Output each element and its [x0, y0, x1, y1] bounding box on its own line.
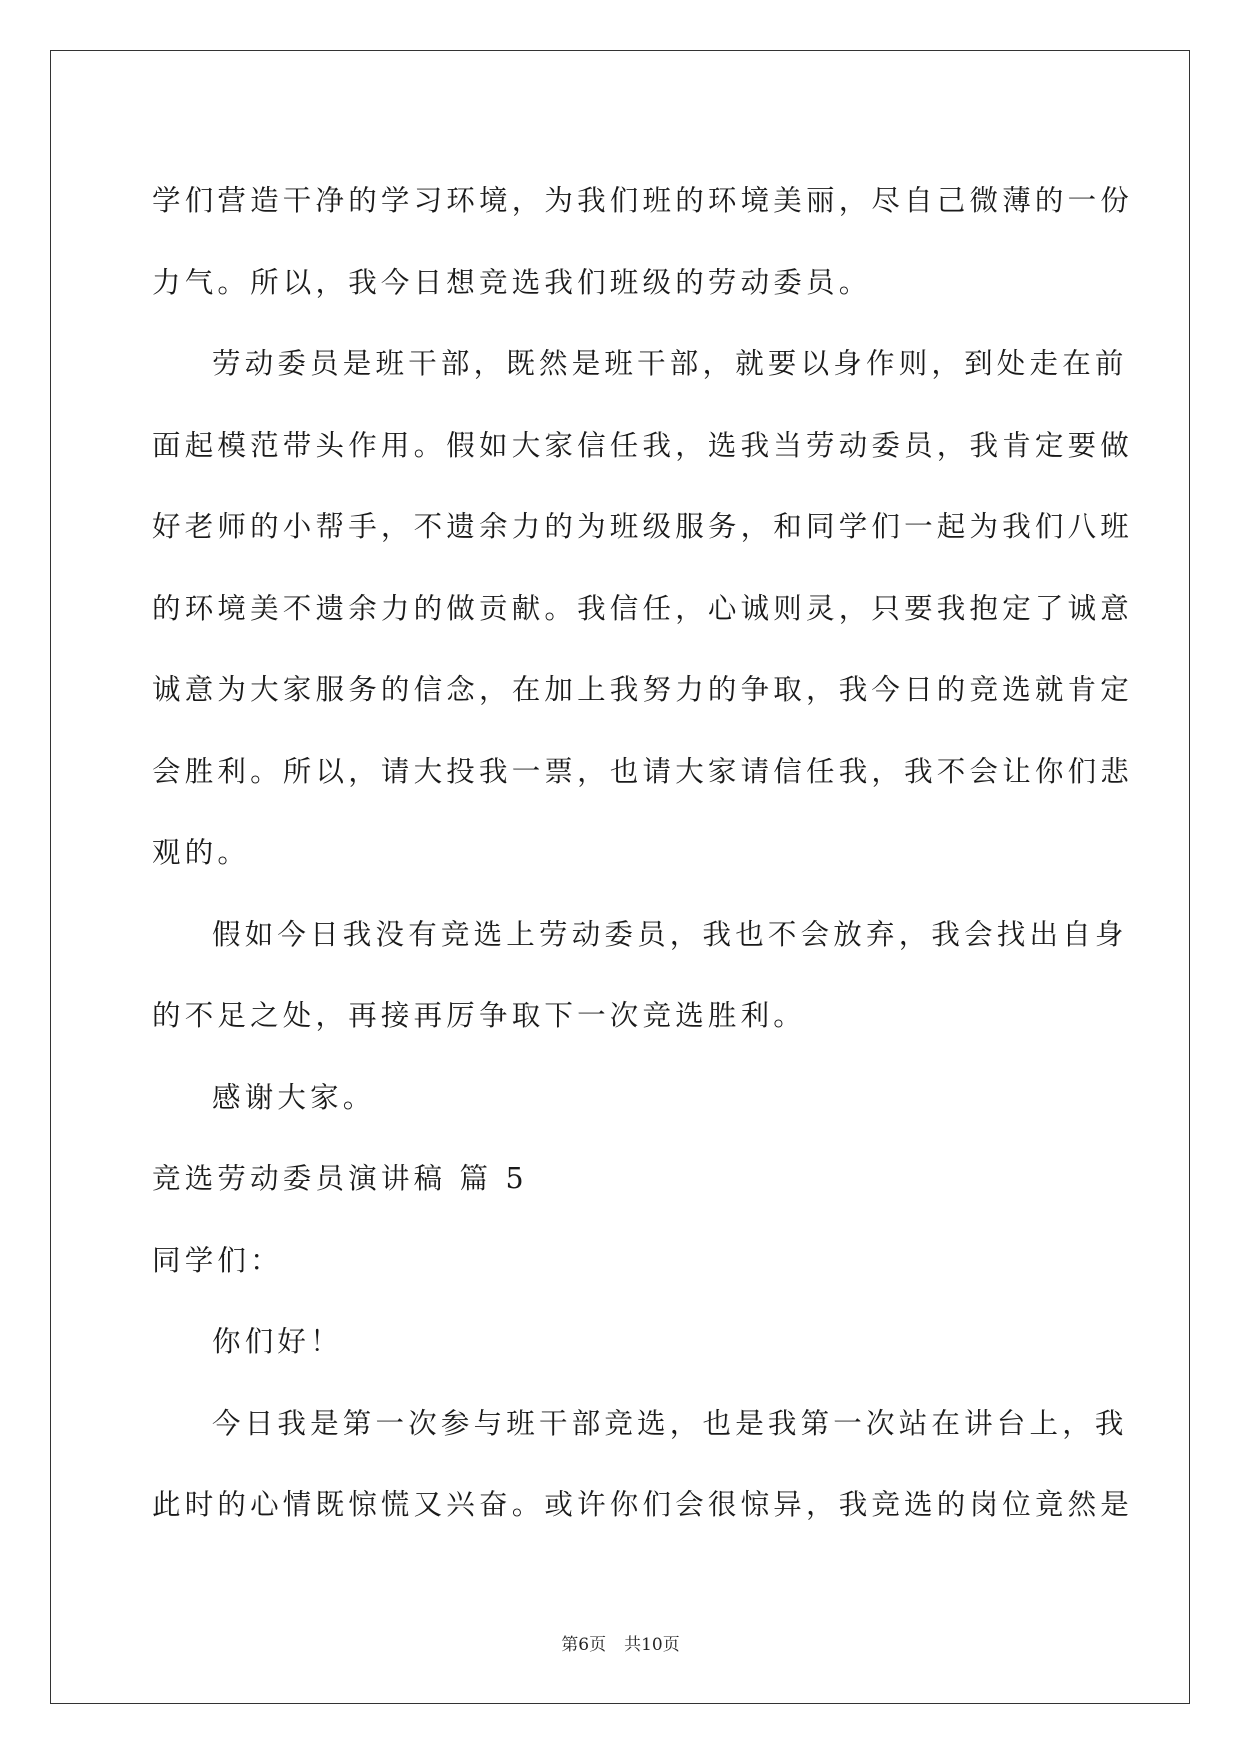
text-line: 学们营造干净的学习环境，为我们班的环境美丽，尽自己微薄的一份	[152, 184, 1134, 217]
salutation: 同学们：	[152, 1243, 283, 1277]
text-line: 面起模范带头作用。假如大家信任我，选我当劳动委员，我肯定要做	[152, 428, 1134, 462]
text-line: 会胜利。所以，请大投我一票，也请大家请信任我，我不会让你们悲	[152, 754, 1134, 788]
text-line: 诚意为大家服务的信念，在加上我努力的争取，我今日的竞选就肯定	[152, 673, 1134, 706]
greeting: 你们好！	[212, 1325, 343, 1358]
section-heading: 竞选劳动委员演讲稿 篇 5	[152, 1162, 528, 1195]
text-line: 假如今日我没有竞选上劳动委员，我也不会放弃，我会找出自身	[212, 917, 1128, 951]
text-line: 劳动委员是班干部，既然是班干部，就要以身作则，到处走在前	[212, 347, 1128, 380]
text-line: 好老师的小帮手，不遗余力的为班级服务，和同学们一起为我们八班	[152, 510, 1134, 543]
text-line: 感谢大家。	[212, 1080, 376, 1114]
page-number-total: 共10页	[624, 1635, 680, 1655]
text-line: 观的。	[152, 836, 251, 869]
text-line: 今日我是第一次参与班干部竞选，也是我第一次站在讲台上，我	[212, 1406, 1128, 1440]
page-footer	[0, 1630, 1241, 1655]
text-line: 的环境美不遗余力的做贡献。我信任，心诚则灵，只要我抱定了诚意	[152, 591, 1134, 625]
text-line: 力气。所以，我今日想竞选我们班级的劳动委员。	[152, 265, 872, 299]
document-body	[152, 160, 1134, 1546]
text-line: 此时的心情既惊慌又兴奋。或许你们会很惊异，我竞选的岗位竟然是	[152, 1488, 1134, 1521]
text-line: 的不足之处，再接再厉争取下一次竞选胜利。	[152, 999, 807, 1032]
page-number-current: 第6页	[561, 1635, 607, 1655]
